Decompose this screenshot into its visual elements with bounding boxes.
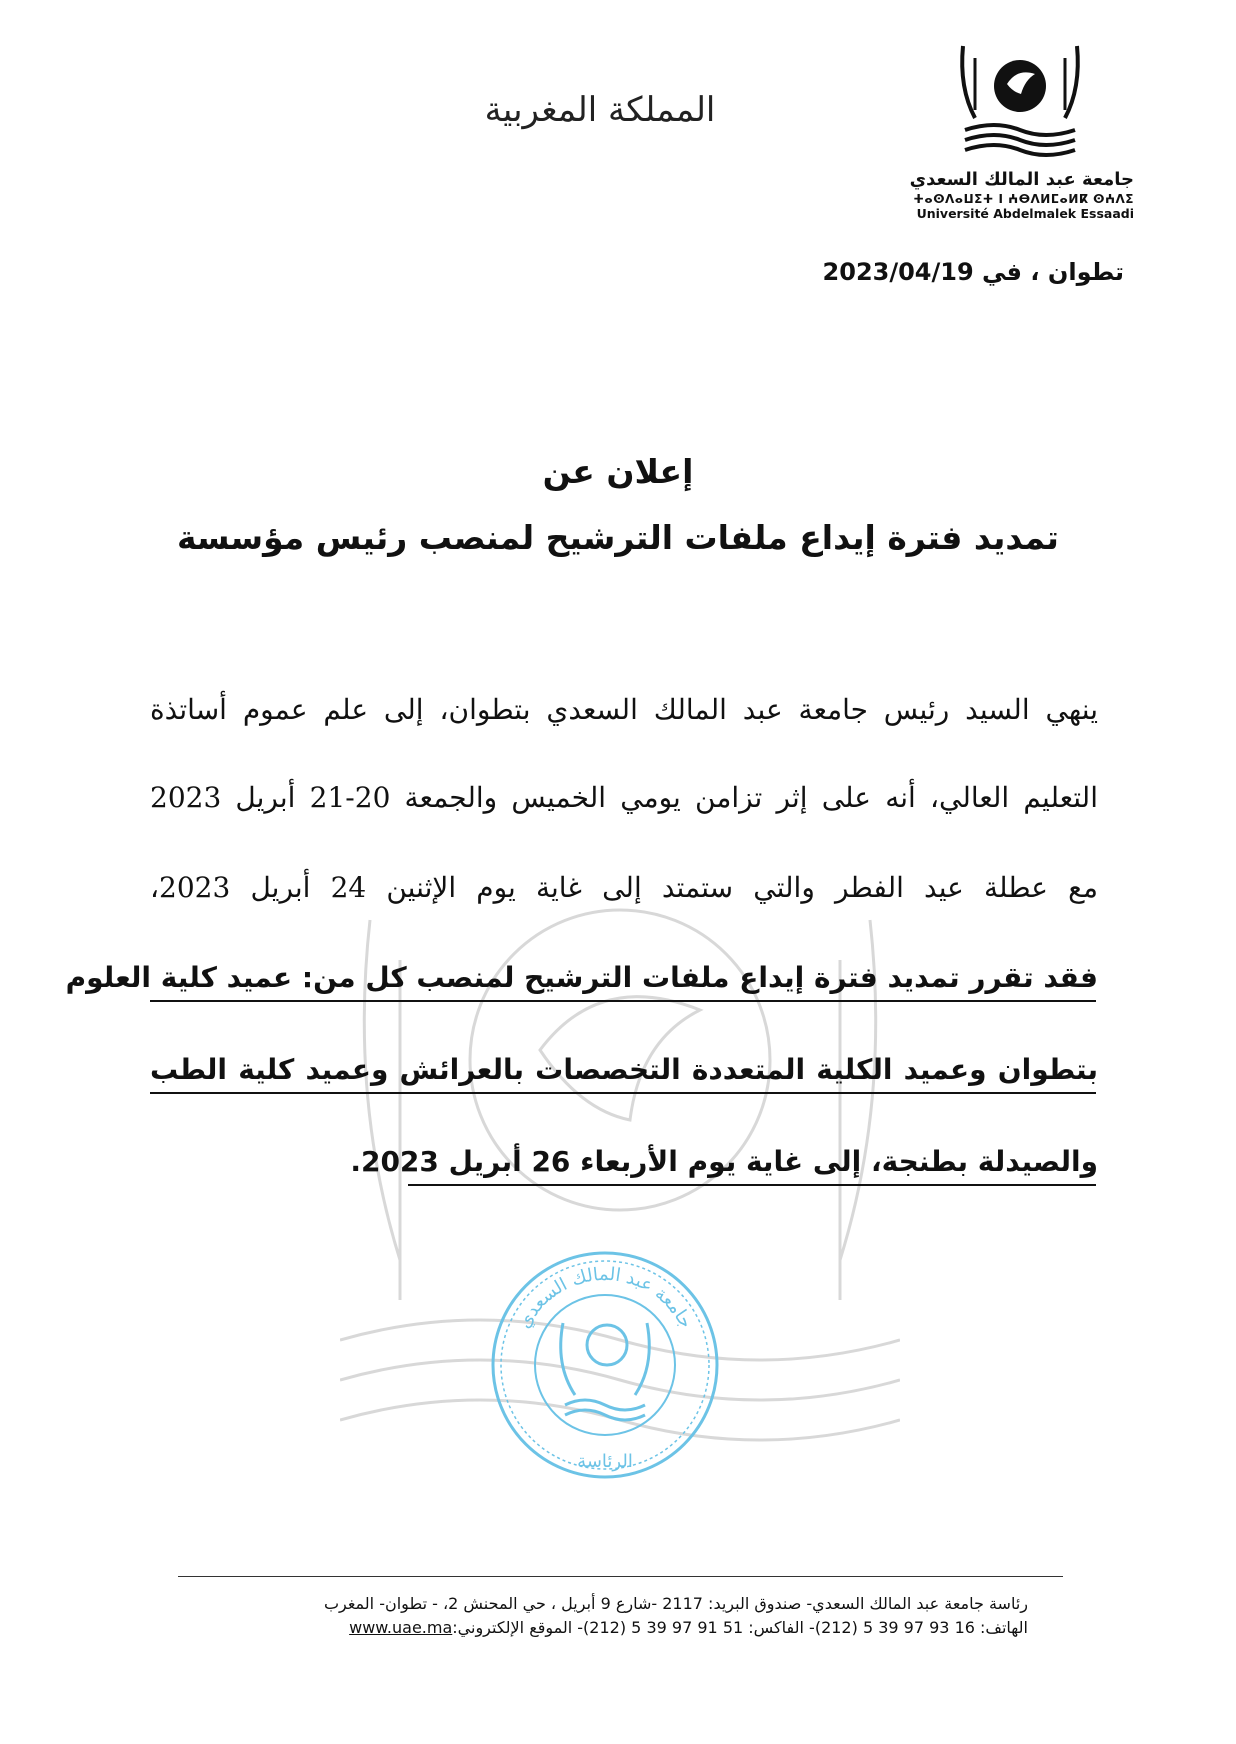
announcement-subtitle: تمديد فترة إيداع ملفات الترشيح لمنصب رئيس مؤسسة xyxy=(177,518,1059,557)
stamp-text-bottom: الرئاسة xyxy=(577,1451,633,1472)
body-line-5-underlined: بتطوان وعميد الكلية المتعددة التخصصات بالعرائش وعميد كلية الطب xyxy=(150,1053,1098,1086)
university-name-arabic: جامعة عبد المالك السعدي xyxy=(909,169,1134,190)
underline-rule xyxy=(150,1092,1096,1094)
date-line: تطوان ، في 2023/04/19 xyxy=(822,258,1124,286)
footer-website-link[interactable]: www.uae.ma xyxy=(349,1618,453,1637)
announcement-title: إعلان عن xyxy=(542,452,694,491)
underline-rule xyxy=(408,1184,1096,1186)
university-name-french: Université Abdelmalek Essaadi xyxy=(916,206,1134,221)
body-line-3: مع عطلة عيد الفطر والتي ستمتد إلى غاية يوم الإثنين 24 أبريل 2023، xyxy=(150,871,1098,904)
body-line-2: التعليم العالي، أنه على إثر تزامن يومي الخميس والجمعة 20-21 أبريل 2023 xyxy=(150,781,1098,814)
footer-address: رئاسة جامعة عبد المالك السعدي- صندوق البريد: 2117 -شارع 9 أبريل ، حي المحنش 2، - تطوان- المغرب xyxy=(323,1594,1028,1613)
body-line-4-underlined: فقد تقرر تمديد فترة إيداع ملفات الترشيح لمنصب كل من: عميد كلية العلوم xyxy=(65,961,1098,994)
stamp-text-top: جامعة عبد المالك السعدي xyxy=(513,1263,697,1332)
official-stamp-icon xyxy=(485,1245,725,1485)
university-logo-icon xyxy=(955,38,1085,163)
footer-contact xyxy=(170,1616,1028,1640)
university-name-tifinagh: ⵜⴰⵙⴷⴰⵡⵉⵜ ⵏ ⵄⴱⴷⵍⵎⴰⵍⴽ ⵙⵄⴷⵉ xyxy=(913,192,1134,206)
body-line-1: ينهي السيد رئيس جامعة عبد المالك السعدي بتطوان، إلى علم عموم أساتذة xyxy=(150,693,1098,726)
body-line-6-underlined: والصيدلة بطنجة، إلى غاية يوم الأربعاء 26 أبريل 2023. xyxy=(350,1145,1098,1178)
underline-rule xyxy=(150,1000,1096,1002)
footer-divider xyxy=(178,1576,1063,1577)
kingdom-title: المملكة المغربية xyxy=(484,90,716,130)
footer-phone-fax: الهاتف: 16 93 97 39 5 (212)- الفاكس: 51 91 97 39 5 (212)- الموقع الإلكتروني: xyxy=(452,1618,1028,1637)
